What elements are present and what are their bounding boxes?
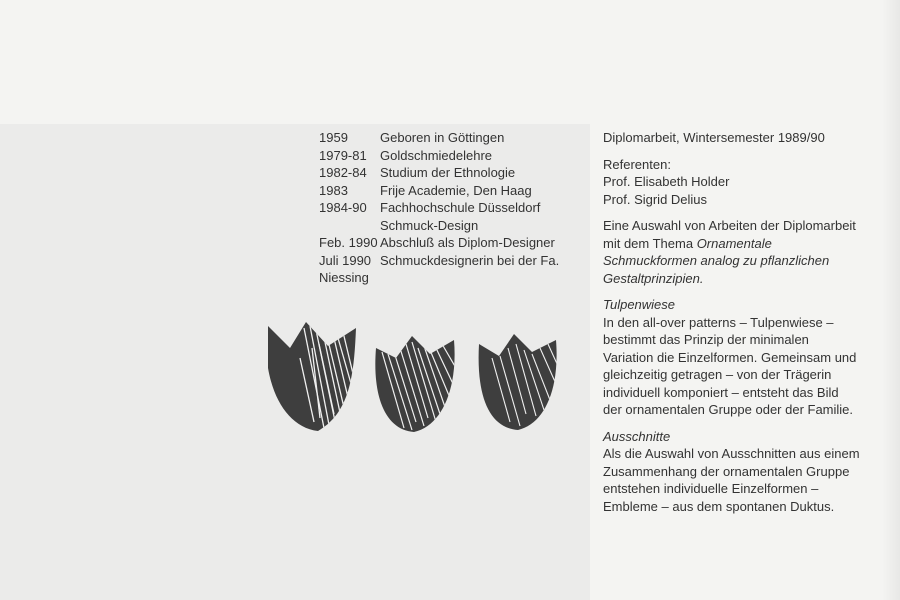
tulpenwiese-line: bestimmt das Prinzip der minimalen [603,332,809,347]
cv-row [319,217,589,235]
cv-row [319,199,589,217]
tulip-illustration [264,318,564,438]
cv-year: 1983 [319,182,348,198]
cv-year [319,217,380,235]
cv-year: 1982-84 [319,165,367,180]
cv-year: Feb. 1990 [319,235,378,250]
cv-year: 1984-90 [319,200,367,215]
tulpenwiese-line: In den all-over patterns – Tulpenwiese – [603,314,834,330]
cv-continuation: Niessing [319,270,369,285]
cv-text: Fachhochschule Düsseldorf [380,200,541,215]
referent-name: Prof. Elisabeth Holder [603,174,730,189]
ausschnitte-line: Zusammenhang der ornamentalen Gruppe [603,463,850,479]
cv-text: Schmuckdesignerin bei der Fa. [380,252,560,268]
cv-row [319,129,589,147]
tulpenwiese-line: der ornamentalen Gruppe oder der Familie. [603,402,854,417]
cv-year: 1959 [319,130,348,145]
cv-row [319,252,589,270]
cv-text: Studium der Ethnologie [380,165,516,180]
auswahl-line: Schmuckformen analog zu pflanzlichen [603,253,830,268]
description-column [603,129,888,524]
diplom-text: Diplomarbeit, Wintersemester 1989/90 [603,130,825,145]
auswahl-plain: mit dem Thema [603,235,697,251]
auswahl-line [603,235,888,253]
cv-row [319,164,589,182]
tulpenwiese-line: gleichzeitig getragen – von der Trägerin [603,367,832,382]
auswahl-paragraph [603,217,888,287]
cv-year: 1979-81 [319,147,367,163]
ausschnitte-line: Embleme – aus dem spontanen Duktus. [603,498,835,514]
ausschnitte-paragraph [603,428,888,516]
tulpenwiese-paragraph [603,296,888,419]
cv-text: Schmuck-Design [380,217,479,233]
ausschnitte-heading: Ausschnitte [603,428,671,444]
cv-year: Juli 1990 [319,252,372,268]
cv-text: Frije Academie, Den Haag [380,182,532,198]
cv-text: Geboren in Göttingen [380,130,505,145]
ausschnitte-line: entstehen individuelle Einzelformen – [603,481,819,496]
biography-list [319,129,589,287]
cv-text: Goldschmiedelehre [380,147,493,163]
auswahl-italic: Ornamentale [696,235,772,251]
cv-text: Abschluß als Diplom-Designer [380,235,555,250]
cv-row [319,182,589,200]
tulpenwiese-line: individuell komponiert – entsteht das Bild [603,384,839,400]
ausschnitte-line: Als die Auswahl von Ausschnitten aus einem [603,446,860,461]
cv-row [319,234,589,252]
auswahl-line: Gestaltprinzipien. [603,270,704,286]
cv-row [319,147,589,165]
tulpenwiese-line: Variation die Einzelformen. Gemeinsam und [603,349,857,365]
tulpenwiese-heading: Tulpenwiese [603,297,676,312]
auswahl-line: Eine Auswahl von Arbeiten der Diplomarbeit [603,218,856,233]
referenten-label: Referenten: [603,156,671,172]
diplom-line [603,129,888,147]
referent-name: Prof. Sigrid Delius [603,191,708,207]
referenten-block [603,156,888,209]
